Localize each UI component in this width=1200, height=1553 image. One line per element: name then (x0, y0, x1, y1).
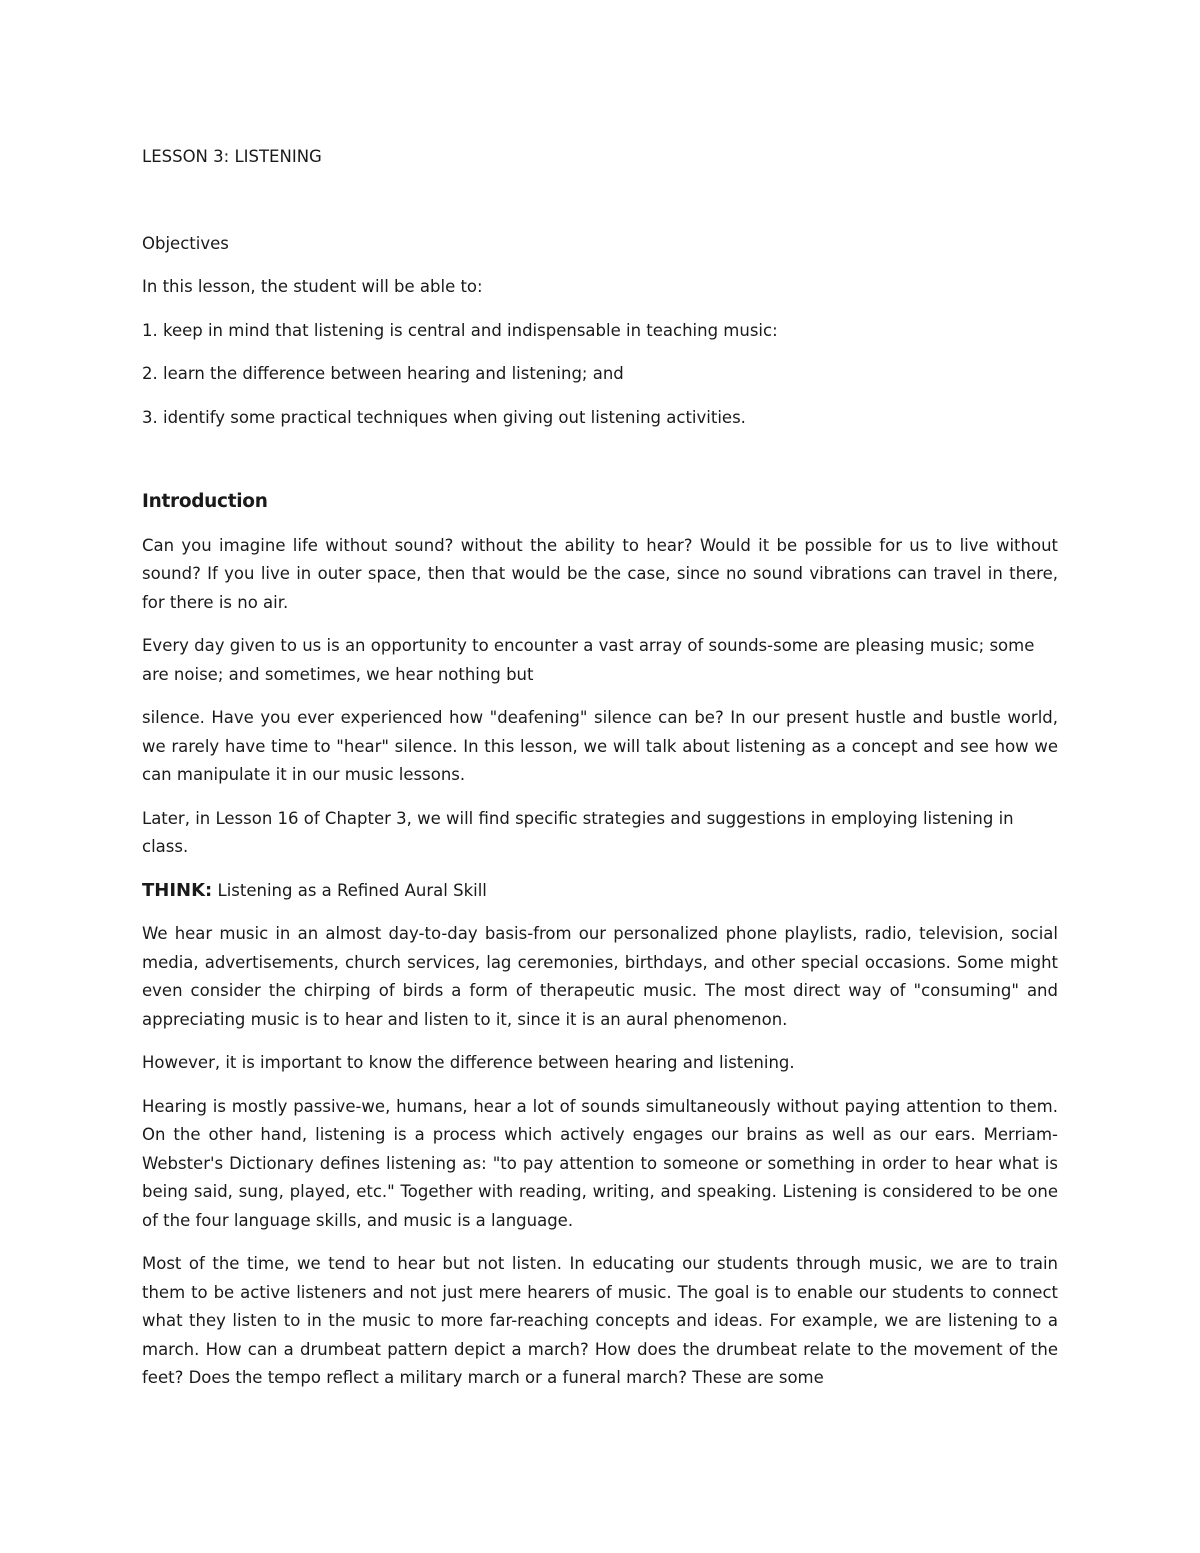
lesson-title: LESSON 3: LISTENING (142, 147, 322, 166)
think-paragraph: We hear music in an almost day-to-day basis-from our personalized phone playlists, radio, television, social media, advertisements, church services, lag ceremonies, birthdays, and other special occasions. Some might even consider the chirping of birds a form of therapeutic music. The most direct way of "consuming" and appreciating music is to hear and listen to it, since it is an aural phenomenon. (142, 924, 1058, 1029)
introduction-heading: Introduction (142, 491, 268, 512)
objective-item: 1. keep in mind that listening is central and indispensable in teaching music: (142, 320, 778, 340)
introduction-paragraph: silence. Have you ever experienced how "deafening" silence can be? In our present hustle and bustle world, we rarely have time to "hear" silence. In this lesson, we will talk about listening as a concept and see how we can manipulate it in our music lessons. (142, 708, 1058, 784)
objectives-heading: Objectives (142, 233, 229, 253)
think-paragraph: However, it is important to know the difference between hearing and listening. (142, 1053, 795, 1072)
introduction-paragraph: Later, in Lesson 16 of Chapter 3, we will find specific strategies and suggestions in employing listening in class. (142, 808, 1014, 856)
objective-item: 3. identify some practical techniques when giving out listening activities. (142, 407, 746, 427)
objective-item: 2. learn the difference between hearing and listening; and (142, 364, 624, 383)
introduction-paragraph: Every day given to us is an opportunity to encounter a vast array of sounds-some are pleasing music; some are noise; and sometimes, we hear nothing but (142, 636, 1035, 684)
objectives-intro: In this lesson, the student will be able to: (142, 277, 483, 296)
think-heading (142, 877, 1058, 906)
think-paragraph: Hearing is mostly passive-we, humans, hear a lot of sounds simultaneously without paying attention to them. On the other hand, listening is a process which actively engages our brains as well as our ears. Merriam-Webster's Dictionary defines listening as: "to pay attention to someone or something in order to hear what is being said, sung, played, etc." Together with reading, writing, and speaking. Listening is considered to be one of the four language skills, and music is a language. (142, 1096, 1058, 1230)
think-label: THINK: (142, 879, 213, 901)
think-title: Listening as a Refined Aural Skill (212, 880, 487, 900)
think-paragraph: Most of the time, we tend to hear but not listen. In educating our students through music, we are to train them to be active listeners and not just mere hearers of music. The goal is to enable our students to connect what they listen to in the music to more far-reaching concepts and ideas. For example, we are listening to a march. How can a drumbeat pattern depict a march? How does the drumbeat relate to the movement of the feet? Does the tempo reflect a military march or a funeral march? These are some (142, 1254, 1058, 1387)
document-body (142, 143, 1058, 1408)
introduction-paragraph: Can you imagine life without sound? without the ability to hear? Would it be possible for us to live without sound? If you live in outer space, then that would be the case, since no sound vibrations can travel in there, for there is no air. (142, 535, 1058, 612)
